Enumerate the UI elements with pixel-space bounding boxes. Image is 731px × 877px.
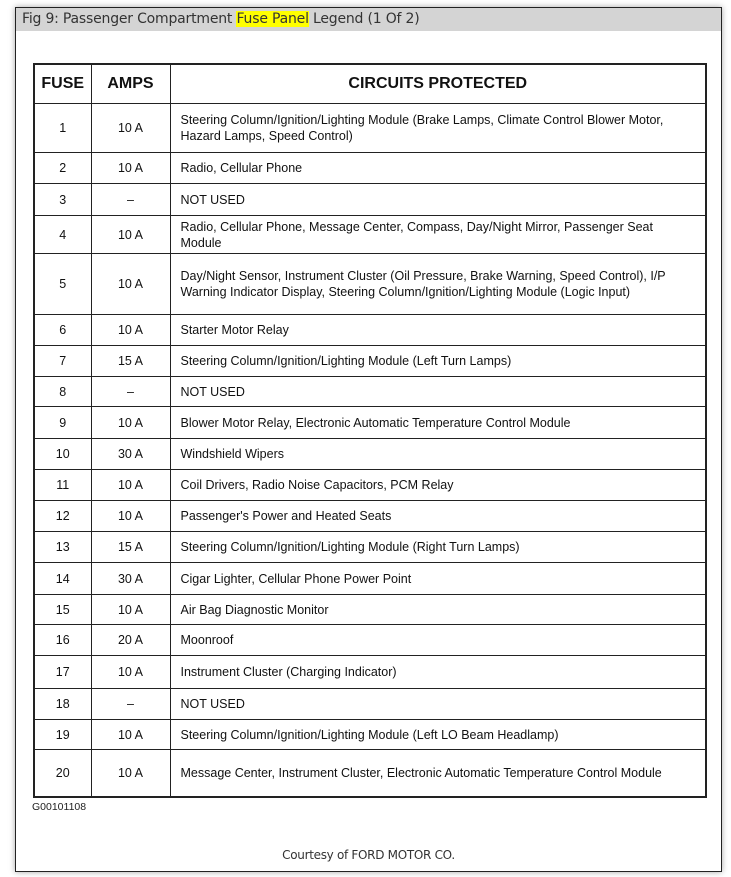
- table-row: [34, 346, 706, 377]
- table-header-row: [34, 64, 706, 104]
- table-row: [34, 656, 706, 689]
- fuse-amps: 10 A: [91, 720, 170, 750]
- fuse-amps: 30 A: [91, 563, 170, 595]
- fuse-amps: –: [91, 377, 170, 407]
- fuse-circuits: Passenger's Power and Heated Seats: [170, 501, 706, 532]
- fuse-circuits: Starter Motor Relay: [170, 315, 706, 346]
- table-row: [34, 315, 706, 346]
- table-row: [34, 750, 706, 797]
- table-row: [34, 254, 706, 315]
- fuse-number: 7: [34, 346, 91, 377]
- fuse-circuits: Message Center, Instrument Cluster, Electronic Automatic Temperature Control Module: [170, 750, 706, 797]
- title-highlight: Fuse Panel: [236, 11, 309, 27]
- table-row: [34, 104, 706, 153]
- fuse-circuits: Steering Column/Ignition/Lighting Module (Right Turn Lamps): [170, 532, 706, 563]
- table-row: [34, 689, 706, 720]
- fuse-circuits: Radio, Cellular Phone, Message Center, Compass, Day/Night Mirror, Passenger Seat Module: [170, 216, 706, 254]
- fuse-number: 10: [34, 439, 91, 470]
- fuse-number: 16: [34, 625, 91, 656]
- fuse-circuits: Windshield Wipers: [170, 439, 706, 470]
- fuse-circuits: Air Bag Diagnostic Monitor: [170, 595, 706, 625]
- fuse-number: 3: [34, 184, 91, 216]
- fuse-circuits: NOT USED: [170, 377, 706, 407]
- table-row: [34, 439, 706, 470]
- fuse-amps: 10 A: [91, 656, 170, 689]
- fuse-number: 18: [34, 689, 91, 720]
- figure-title: [22, 11, 419, 27]
- fuse-amps: 30 A: [91, 439, 170, 470]
- fuse-circuits: Day/Night Sensor, Instrument Cluster (Oil Pressure, Brake Warning, Speed Control), I/P Warning Indicator Display, Steering Column/Ignition/Lighting Module (Logic Input): [170, 254, 706, 315]
- table-row: [34, 720, 706, 750]
- table-row: [34, 563, 706, 595]
- fuse-amps: –: [91, 184, 170, 216]
- title-bar: [16, 8, 721, 31]
- table-row: [34, 501, 706, 532]
- fuse-amps: 10 A: [91, 153, 170, 184]
- fuse-circuits: Coil Drivers, Radio Noise Capacitors, PCM Relay: [170, 470, 706, 501]
- courtesy-note: Courtesy of FORD MOTOR CO.: [282, 848, 455, 862]
- header-amps: AMPS: [91, 64, 170, 104]
- header-fuse: FUSE: [34, 64, 91, 104]
- title-text: Fig 9: Passenger Compartment: [22, 11, 237, 27]
- fuse-number: 2: [34, 153, 91, 184]
- fuse-circuits: Blower Motor Relay, Electronic Automatic Temperature Control Module: [170, 407, 706, 439]
- figure-code: G00101108: [32, 801, 87, 813]
- table-row: [34, 407, 706, 439]
- fuse-circuits: Steering Column/Ignition/Lighting Module (Brake Lamps, Climate Control Blower Motor, Hazard Lamps, Speed Control): [170, 104, 706, 153]
- fuse-amps: 15 A: [91, 532, 170, 563]
- table-row: [34, 532, 706, 563]
- fuse-number: 19: [34, 720, 91, 750]
- fuse-number: 11: [34, 470, 91, 501]
- fuse-number: 8: [34, 377, 91, 407]
- fuse-number: 12: [34, 501, 91, 532]
- fuse-amps: –: [91, 689, 170, 720]
- fuse-number: 4: [34, 216, 91, 254]
- fuse-circuits: Radio, Cellular Phone: [170, 153, 706, 184]
- fuse-amps: 10 A: [91, 470, 170, 501]
- table-row: [34, 470, 706, 501]
- fuse-circuits: Cigar Lighter, Cellular Phone Power Point: [170, 563, 706, 595]
- fuse-number: 20: [34, 750, 91, 797]
- fuse-table: [33, 63, 707, 798]
- fuse-amps: 10 A: [91, 216, 170, 254]
- table-row: [34, 595, 706, 625]
- fuse-number: 1: [34, 104, 91, 153]
- fuse-amps: 10 A: [91, 407, 170, 439]
- fuse-number: 13: [34, 532, 91, 563]
- fuse-amps: 10 A: [91, 750, 170, 797]
- fuse-amps: 10 A: [91, 254, 170, 315]
- table-row: [34, 216, 706, 254]
- figure-frame: [15, 7, 722, 872]
- fuse-amps: 15 A: [91, 346, 170, 377]
- fuse-number: 15: [34, 595, 91, 625]
- fuse-circuits: Steering Column/Ignition/Lighting Module (Left LO Beam Headlamp): [170, 720, 706, 750]
- fuse-number: 6: [34, 315, 91, 346]
- fuse-number: 17: [34, 656, 91, 689]
- header-circuits: CIRCUITS PROTECTED: [170, 64, 706, 104]
- title-text-end: Legend (1 Of 2): [308, 11, 420, 27]
- fuse-amps: 10 A: [91, 104, 170, 153]
- fuse-circuits: NOT USED: [170, 689, 706, 720]
- table-row: [34, 377, 706, 407]
- fuse-amps: 20 A: [91, 625, 170, 656]
- fuse-number: 5: [34, 254, 91, 315]
- table-row: [34, 153, 706, 184]
- table-row: [34, 625, 706, 656]
- fuse-circuits: Instrument Cluster (Charging Indicator): [170, 656, 706, 689]
- table-row: [34, 184, 706, 216]
- fuse-number: 14: [34, 563, 91, 595]
- fuse-circuits: Moonroof: [170, 625, 706, 656]
- fuse-circuits: NOT USED: [170, 184, 706, 216]
- fuse-amps: 10 A: [91, 595, 170, 625]
- fuse-amps: 10 A: [91, 315, 170, 346]
- fuse-amps: 10 A: [91, 501, 170, 532]
- fuse-circuits: Steering Column/Ignition/Lighting Module (Left Turn Lamps): [170, 346, 706, 377]
- fuse-number: 9: [34, 407, 91, 439]
